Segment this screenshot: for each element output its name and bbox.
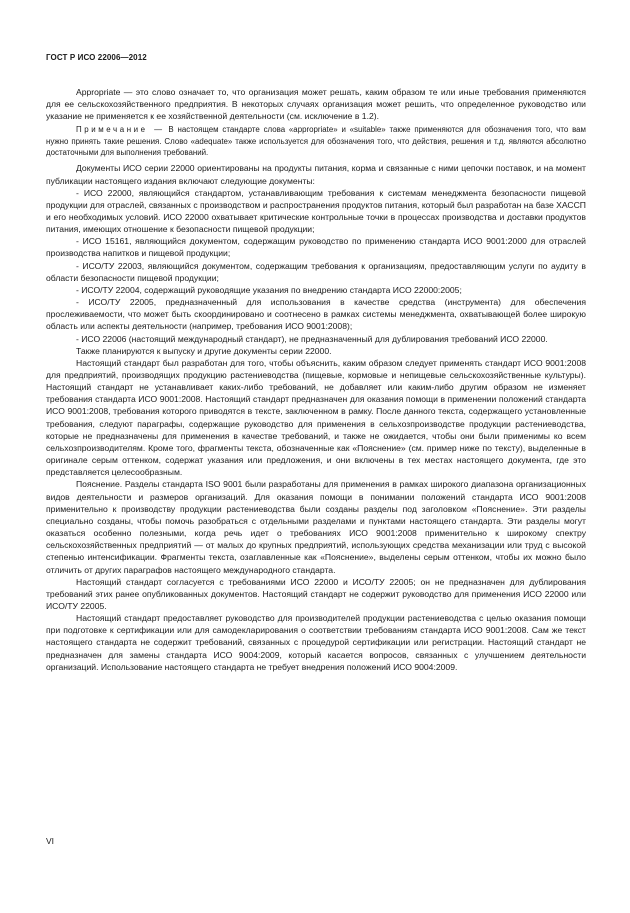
paragraph-purpose: Настоящий стандарт был разработан для того, чтобы объяснить, каким образом следует применять стандарт ИСО 9001:2008 для предприятий, производящих продукцию растениеводства (пищевые, кормовые и непищевые сельскохозяйственные культуры). Настоящий стандарт не устанавливает каких-либо требований, не добавляет или каким-либо другим образом не изменяет требования стандарта ИСО 9001:2008. Настоящий стандарт предназначен для оказания помощи в применении положений стандарта ИСО 9001:2008, требования которого приводятся в тексте, заключенном в рамку. После данного текста, содержащего установленные требования, следуют параграфы, содержащие руководство для применения в сельхозпроизводстве продукции растениеводства, которые не предназначены для применения в качестве требований, и также не ожидается, чтобы они были применимы ко всем сельхозпроизводителям. Кроме того, фрагменты текста, обозначенные как «Пояснение» (см. пример ниже по тексту), выделенные в оригинале серым оттенком, содержат указания или предложения, и они включены в тех местах настоящего документа, где это представляется целесообразным. — [46, 357, 586, 478]
paragraph-iso-series: Документы ИСО серии 22000 ориентированы на продукты питания, корма и связанные с ними цепочки поставок, и на момент публикации настоящего издания включают следующие документы: — [46, 163, 586, 186]
list-item-iso-15161: - ИСО 15161, являющийся документом, содержащим руководство по применению стандарта ИСО 9001:2000 для отраслей производства напитков и пищевой продукции; — [46, 236, 586, 259]
list-item-iso-ts-22003: - ИСО/ТУ 22003, являющийся документом, содержащим требования к организациям, предоставляющим услуги по аудиту в области безопасности пищевой продукции; — [46, 260, 586, 283]
paragraph-explanation: Пояснение. Разделы стандарта ISO 9001 были разработаны для применения в рамках широкого диапазона организационных видов деятельности и размеров организаций. Для оказания помощи в понимании положений стандарта ИСО 9001:2008 применительно к производству продукции растениеводства были созданы разделы под заголовком «Пояснение». Эти разделы специально созданы, чтобы помочь разобраться с отдельными разделами и пунктами настоящего стандарта. Эти разделы могут оказаться особенно полезными, когда речь идет о требованиях ИСО 9001:2008 применительно к широкому спектру сельскохозяйственных предприятий — от малых до крупных предприятий, использующих средства механизации или труд с высокой степенью интенсификации. Фрагменты текста, озаглавленные как «Пояснение», выделены серым оттенком, чтобы их можно было отличить от других параграфов настоящего международного стандарта. — [46, 479, 586, 575]
paragraph-guidance: Настоящий стандарт предоставляет руководство для производителей продукции растениеводства с целью оказания помощи при подготовке к сертификации или для самодекларирования о соответствии требованиям стандарта ИСО 9001:2008. Сам же текст настоящего стандарта не содержит требований, связанных с процедурой сертификации или регистрации. Настоящий стандарт не предназначен для замены стандарта ИСО 9004:2009, который касается вопросов, связанных с улучшением деятельности организаций. Использование настоящего стандарта не требует внедрения положений ИСО 9004:2009. — [46, 613, 586, 672]
note-label: Примечание — — [76, 125, 165, 135]
page-number: VI — [46, 836, 55, 846]
list-item-iso-22000: - ИСО 22000, являющийся стандартом, устанавливающим требования к системам менеджмента безопасности пищевой продукции для отраслей, связанных с производством и распространения продуктов питания, который был разработан на базе ХАССП и его необходимых условий. ИСО 22000 охватывает критические контрольные точки в процессах производства и доставки продуктов питания, имеющих отношение к безопасности пищевой продукции; — [46, 187, 586, 235]
note-paragraph — [46, 124, 586, 158]
list-item-iso-22006: - ИСО 22006 (настоящий международный стандарт), не предназначенный для дублирования требований ИСО 22000. — [76, 333, 548, 344]
paragraph-planned-docs: Также планируются к выпуску и другие документы серии 22000. — [76, 345, 332, 356]
document-header: ГОСТ Р ИСО 22006—2012 — [46, 53, 147, 62]
document-body — [46, 86, 586, 673]
paragraph-consistency: Настоящий стандарт согласуется с требованиями ИСО 22000 и ИСО/ТУ 22005; он не предназначен для дублирования требований этих ранее опубликованных документов. Настоящий стандарт не содержит руководство для применения ИСО 22000 или ИСО/ТУ 22005. — [46, 576, 586, 611]
list-item-iso-ts-22004: - ИСО/ТУ 22004, содержащий руководящие указания по внедрению стандарта ИСО 22000:2005; — [76, 284, 462, 295]
list-item-iso-ts-22005: - ИСО/ТУ 22005, предназначенный для использования в качестве средства (инструмента) для обеспечения прослеживаемости, что может быть скоординировано и соотнесено в рамках системы менеджмента, охватывающей более широкую область или аспекты деятельности (например, требования ИСО 9001:2008); — [46, 297, 586, 332]
paragraph-appropriate: Appropriate — это слово означает то, что организация может решать, каким образом те или иные требования применяются для ее сельскохозяйственного предприятия. В некоторых случаях организация может решить, что определенное руководство или указание не применяется к ее хозяйственной деятельности (см. исключение в 1.2). — [46, 87, 586, 122]
note-text: В настоящем стандарте слова «appropriate» и «suitable» также применяются для обозначения того, что вам нужно принять такие решения. Слово «adequate» также используется для обозначения того, что действия, решения и т.д. являются абсолютно достаточными для выполнения требований. — [46, 125, 586, 158]
